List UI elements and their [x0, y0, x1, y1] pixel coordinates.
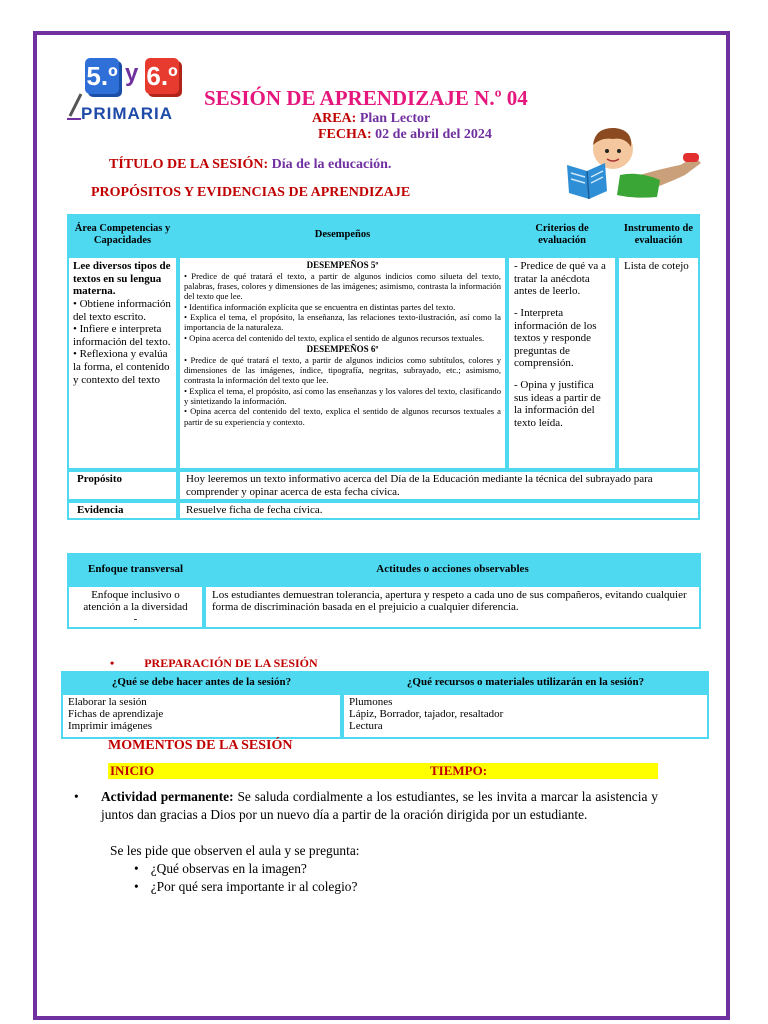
logo-grade-5: 5.º — [85, 58, 119, 94]
desempeno-item: • Explica el tema, el propósito, así como las enseñanzas y los valores del texto, clasificando y sintetizando la información. — [184, 385, 501, 407]
criterio-item: - Predice de qué va a tratar la anécdota antes de leerlo. — [514, 260, 606, 298]
criterio-item: - Opina y justifica sus ideas a partir de la información del texto leída. — [514, 379, 601, 430]
enfoque-cell — [67, 585, 204, 629]
header-instrumento: Instrumento de evaluación — [617, 214, 700, 256]
fecha-label: FECHA: — [318, 127, 372, 142]
fecha-value: 02 de abril del 2024 — [375, 127, 492, 142]
question-item — [134, 861, 307, 877]
criterios-cell — [507, 256, 617, 470]
inicio-bar — [108, 763, 658, 779]
area-label: AREA: — [312, 111, 357, 126]
evidencia-label: Evidencia — [67, 501, 178, 520]
recurso-item: Lectura — [349, 720, 383, 733]
logo-conj: y — [125, 60, 139, 87]
evidencia-value: Resuelve ficha de fecha cívica. — [178, 501, 700, 520]
titulo-value: Día de la educación. — [271, 157, 392, 172]
reading-boy-illustration — [565, 125, 705, 205]
session-title-line — [109, 157, 391, 173]
desempenos-cell — [178, 256, 507, 470]
antes-item: Fichas de aprendizaje — [68, 708, 164, 721]
question-item — [134, 879, 357, 895]
question-text: ¿Qué observas en la imagen? — [150, 861, 307, 876]
question-text: ¿Por qué sera importante ir al colegio? — [150, 879, 358, 894]
desempeno-item: • Identifica información explícita que se encuentra en distintas partes del texto. — [184, 301, 456, 312]
bullet-icon: • — [74, 789, 79, 804]
page-title: SESIÓN DE APRENDIZAJE N.º 04 — [204, 86, 528, 110]
recurso-item: Lápiz, Borrador, tajador, resaltador — [349, 708, 504, 721]
desempeno-item: • Opina acerca del contenido del texto, explica el sentido de algunos recursos textuales a partir de su experiencia y contexto. — [184, 406, 501, 427]
criterio-item: - Interpreta información de los textos y responde preguntas de comprensión. — [514, 306, 597, 370]
desempeno-item: • Predice de qué tratará el texto, a partir de algunos indicios como subtítulos, colores y dimensiones de las imágenes, índice, tipografía, negritas, subrayado, etc.; asimismo, contrasta la información del texto que lee. — [184, 354, 501, 386]
momentos-heading: MOMENTOS DE LA SESIÓN — [108, 738, 293, 753]
actividad-text: Se saluda cordialmente a los estudiantes, se les invita a marcar la asistencia y juntos dan gracias a Dios por un nuevo día a partir de la oración dirigida por un estudiante. — [101, 789, 658, 822]
bullet-icon: • — [134, 861, 139, 876]
desempeno-item: • Opina acerca del contenido del texto, explica el sentido de algunos recursos textuales. — [184, 332, 485, 343]
proposito-label: Propósito — [67, 470, 178, 501]
actitudes-value: Los estudiantes demuestran tolerancia, apertura y respeto a cada uno de sus compañeros, evitando cualquier forma de discriminación basada en el prejuicio a cualquier diferencia. — [204, 585, 701, 629]
preparacion-table — [61, 671, 709, 739]
header-enfoque: Enfoque transversal — [67, 553, 204, 585]
header-desempenos: Desempeños — [178, 214, 507, 256]
inicio-label: INICIO — [110, 763, 155, 778]
preparacion-heading — [110, 656, 318, 671]
competencia-title: Lee diversos tipos de textos en su lengua materna. — [73, 260, 171, 298]
desempeno-item: • Predice de qué tratará el texto, a partir de algunos indicios como silueta del texto, palabras, frases, colores y dimensiones de las imágenes; asimismo, contrasta la información del texto que lee. — [184, 270, 501, 302]
propositos-heading: PROPÓSITOS Y EVIDENCIAS DE APRENDIZAJE — [91, 185, 411, 200]
enfoque-table — [67, 553, 701, 629]
area-line — [312, 111, 430, 127]
area-value: Plan Lector — [359, 111, 431, 126]
actividad-label: Actividad permanente: — [101, 789, 234, 804]
header-area: Área Competencias y Capacidades — [67, 214, 178, 256]
preparacion-title: PREPARACIÓN DE LA SESIÓN — [144, 656, 318, 670]
bullet-icon: • — [134, 879, 139, 894]
enfoque-value: Enfoque inclusivo o atención a la diversidad — [83, 589, 188, 613]
proposito-value: Hoy leeremos un texto informativo acerca del Día de la Educación mediante la técnica del subrayado para comprender y opinar acerca de esta fecha cívica. — [178, 470, 700, 501]
fecha-line — [318, 127, 492, 143]
capacidad-item: • Obtiene información del texto escrito. — [73, 297, 171, 323]
recursos-cell — [342, 693, 709, 739]
capacidad-item: • Reflexiona y evalúa la forma, el contenido y contexto del texto — [73, 348, 170, 386]
logo-grade-6: 6.º — [145, 58, 179, 94]
desempeno-item: • Explica el tema, el propósito, la enseñanza, las relaciones texto-ilustración, así como la importancia de la naturaleza. — [184, 312, 501, 333]
competencia-cell — [67, 256, 178, 470]
actividad-permanente — [74, 788, 658, 824]
logo-level: PRIMARIA — [81, 104, 174, 123]
antes-cell — [61, 693, 342, 739]
titulo-label: TÍTULO DE LA SESIÓN: — [109, 157, 269, 172]
antes-item: Imprimir imágenes — [68, 720, 153, 733]
logo — [65, 58, 190, 126]
header-actitudes: Actitudes o acciones observables — [204, 553, 701, 585]
desempenos-5-title: DESEMPEÑOS 5º — [306, 260, 379, 270]
desempenos-6-title: DESEMPEÑOS 6º — [306, 343, 379, 354]
enfoque-dash: - — [133, 613, 138, 625]
antes-item: Elaborar la sesión — [68, 696, 147, 708]
recurso-item: Plumones — [349, 696, 393, 708]
header-recursos: ¿Qué recursos o materiales utilizarán en la sesión? — [342, 671, 709, 693]
instruction-text: Se les pide que observen el aula y se pregunta: — [110, 843, 360, 858]
header-criterios: Criterios de evaluación — [507, 214, 617, 256]
propositos-table — [67, 214, 700, 520]
capacidad-item: • Infiere e interpreta información del texto. — [73, 323, 171, 348]
tiempo-label: TIEMPO: — [430, 763, 488, 778]
instrumento-cell: Lista de cotejo — [617, 256, 700, 470]
header-antes: ¿Qué se debe hacer antes de la sesión? — [61, 671, 342, 693]
bullet-icon: • — [110, 656, 115, 670]
